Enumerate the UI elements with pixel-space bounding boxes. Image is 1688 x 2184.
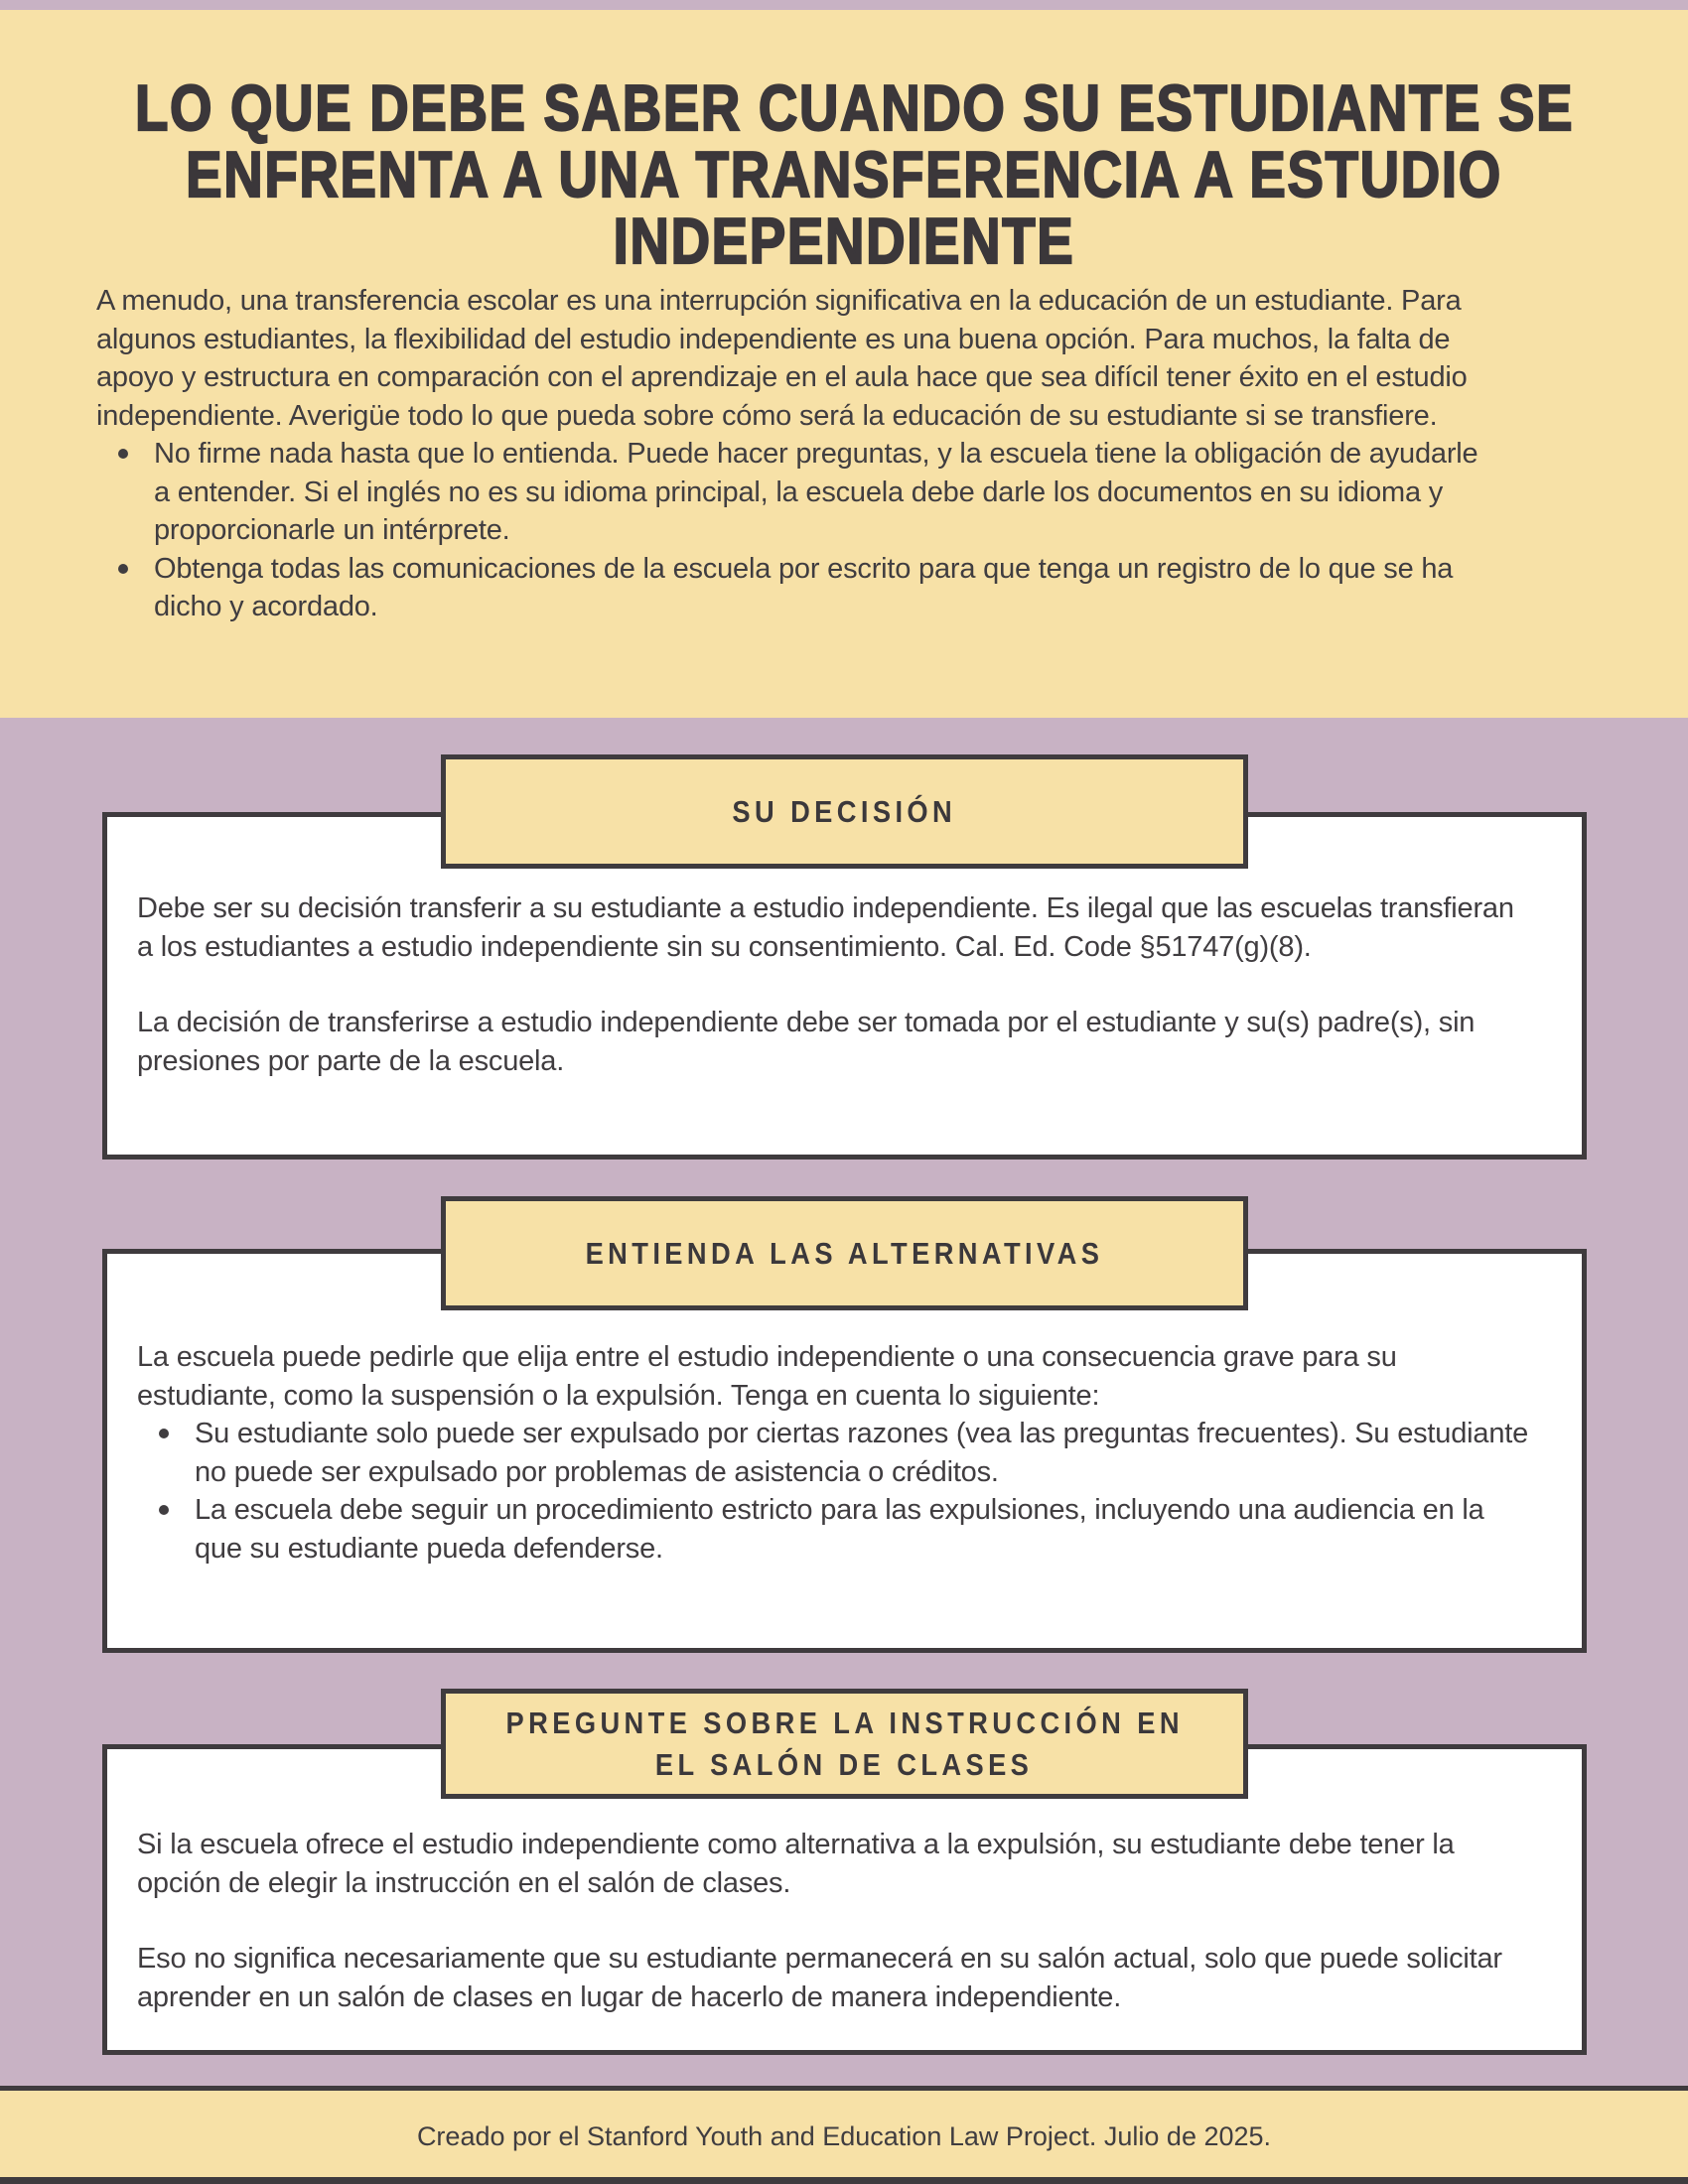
bullet-icon [159,1505,169,1515]
section-bullet-2: La escuela debe seguir un procedimiento estricto para las expulsiones, incluyendo una audiencia en la que su estudiante pueda defenderse. [195,1494,1484,1565]
intro-paragraph: A menudo, una transferencia escolar es una interrupción significativa en la educación de un estudiante. Para algunos estudiantes, la flexibilidad del estudio independiente es una buena opción. Para muchos, la falta de apoyo y estructura en comparación con el aprendizaje en el aula hace que sea difícil tener éxito en el estudio independiente. Averigüe todo lo que pueda sobre cómo será la educación de su estudiante si se transfiere. [96,285,1468,432]
section-paragraph: La decisión de transferirse a estudio independiente debe ser tomada por el estudiante y su(s) padre(s), sin presiones por parte de la escuela. [137,1007,1476,1077]
section-header-label: SU DECISIÓN [732,793,957,829]
footer-credit: Creado por el Stanford Youth and Education Law Project. Julio de 2025. [416,2121,1272,2151]
bottom-border-line [0,2177,1688,2184]
section-header-pregunte-sobre-instruccion [441,1689,1248,1799]
section-header-label-line-2: EL SALÓN DE CLASES [655,1746,1034,1782]
section-body [137,889,1529,1080]
list-item [96,550,1486,626]
list-item [137,1491,1529,1568]
section-header-su-decision [441,754,1248,869]
section-paragraph: La escuela puede pedirle que elija entre el estudio independiente o una consecuencia grave para su estudiante, como la suspensión o la expulsión. Tenga en cuenta lo siguiente: [137,1341,1397,1412]
bullet-icon [159,1429,169,1438]
section-body [137,1338,1529,1568]
list-item [96,435,1486,550]
page-title [0,71,1688,278]
top-purple-strip [0,0,1688,10]
list-item [137,1415,1529,1491]
page-title-line-2: ENFRENTA A UNA TRANSFERENCIA A ESTUDIO [186,138,1502,211]
section-paragraph: Debe ser su decisión transferir a su estudiante a estudio independiente. Es ilegal que las escuelas transfieran a los estudiantes a estudio independiente sin su consentimiento. Cal. Ed. Code §51747(g)(8). [137,892,1514,963]
section-header-label-line-1: PREGUNTE SOBRE LA INSTRUCCIÓN EN [505,1705,1184,1740]
section-header-label: ENTIENDA LAS ALTERNATIVAS [585,1235,1104,1271]
page-title-line-3: INDEPENDIENTE [613,205,1075,278]
page-title-line-1: LO QUE DEBE SABER CUANDO SU ESTUDIANTE SE [135,71,1575,145]
bullet-icon [118,564,128,574]
intro-block [96,282,1486,626]
section-body [137,1826,1529,2016]
section-paragraph: Eso no significa necesariamente que su estudiante permanecerá en su salón actual, solo que puede solicitar aprender en un salón de clases en lugar de hacerlo de manera independiente. [137,1943,1502,2013]
intro-bullet-2: Obtenga todas las comunicaciones de la escuela por escrito para que tenga un registro de lo que se ha dicho y acordado. [154,552,1454,622]
section-paragraph: Si la escuela ofrece el estudio independiente como alternativa a la expulsión, su estudiante debe tener la opción de elegir la instrucción en el salón de clases. [137,1829,1455,1899]
section-header-entienda-las-alternativas [441,1196,1248,1310]
intro-bullet-1: No firme nada hasta que lo entienda. Puede hacer preguntas, y la escuela tiene la obligación de ayudarle a entender. Si el inglés no es su idioma principal, la escuela debe darle los documentos en su idioma y proporcionarle un intérprete. [154,438,1478,546]
section-bullet-1: Su estudiante solo puede ser expulsado por ciertas razones (vea las preguntas frecuentes). Su estudiante no puede ser expulsado por problemas de asistencia o créditos. [195,1418,1529,1488]
bullet-icon [118,449,128,459]
